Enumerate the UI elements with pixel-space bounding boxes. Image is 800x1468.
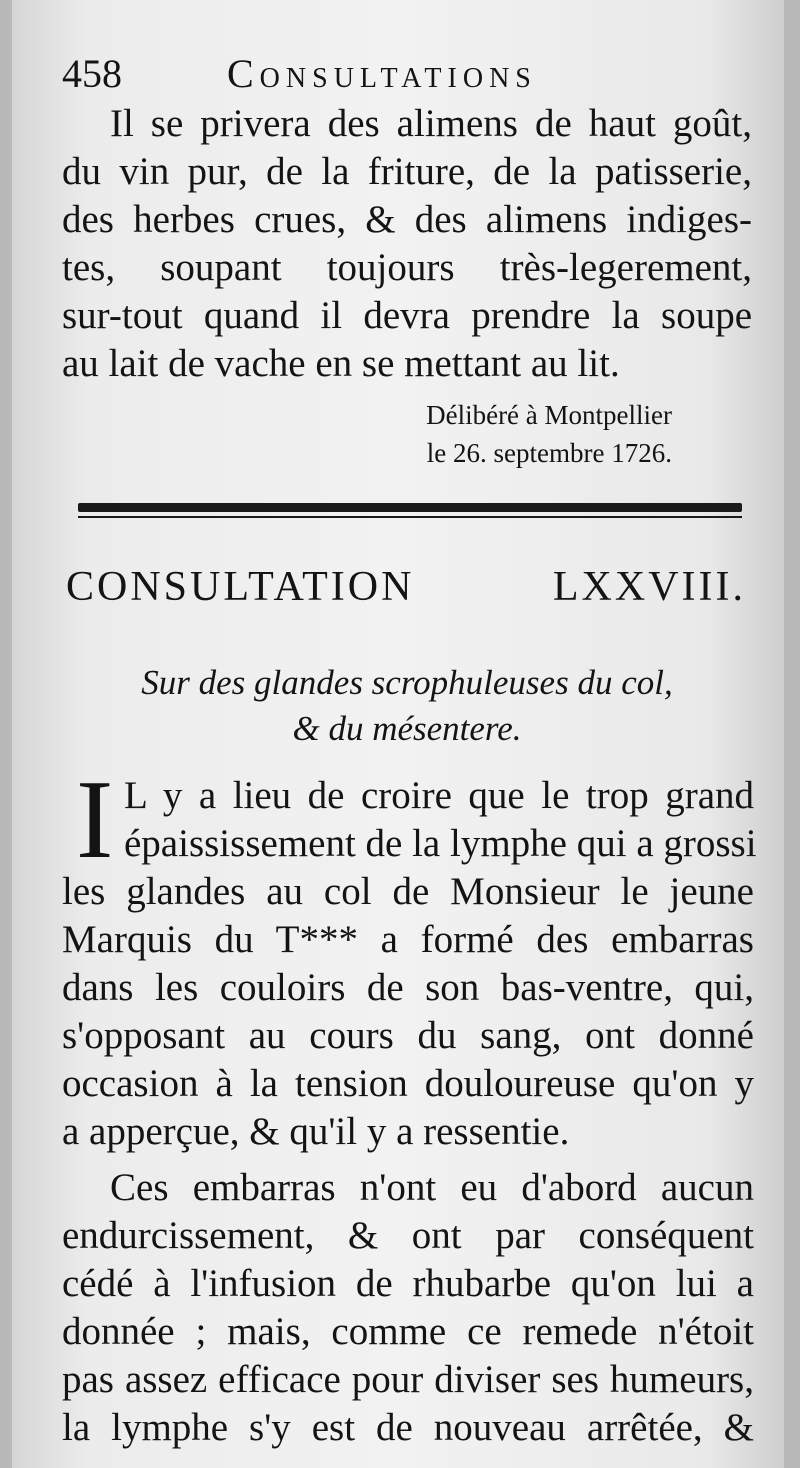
text-line: épaississement de la lymphe qui a grossi bbox=[124, 822, 757, 865]
page-number: 458 bbox=[62, 51, 122, 96]
consultation-title: CONSULTATION LXXVIII. bbox=[66, 564, 746, 610]
text-line: cédé à l'infusion de rhubarbe qu'on lui a bbox=[62, 1262, 754, 1305]
book-page bbox=[12, 0, 784, 1468]
drop-cap: I bbox=[76, 758, 114, 882]
consultation-body bbox=[62, 758, 757, 1452]
deliberation-date bbox=[382, 396, 672, 472]
text-line: la lymphe s'y est de nouveau arrêtée, & bbox=[62, 1406, 754, 1449]
text-line: sur-tout quand il devra prendre la soupe bbox=[62, 294, 752, 337]
subtitle-line: & du mésentere. bbox=[292, 709, 522, 748]
text-line: dans les couloirs de son bas-ventre, qui, bbox=[62, 966, 754, 1009]
text-line: Ces embarras n'ont eu d'abord aucun bbox=[110, 1166, 754, 1209]
previous-consultation-ending bbox=[62, 100, 752, 388]
consultation-subtitle bbox=[62, 660, 752, 752]
page-header bbox=[62, 44, 762, 100]
text-line: s'opposant au cours du sang, ont donné bbox=[62, 1014, 754, 1057]
text-line: donnée ; mais, comme ce remede n'étoit bbox=[62, 1310, 754, 1353]
text-line: occasion à la tension douloureuse qu'on y bbox=[62, 1062, 754, 1105]
text-line: Il se privera des alimens de haut goût, bbox=[110, 102, 752, 145]
subtitle-line: Sur des glandes scrophuleuses du col, bbox=[141, 663, 673, 702]
text-line: pas assez efficace pour diviser ses humeurs, bbox=[62, 1358, 754, 1401]
running-head: Consultations bbox=[227, 51, 537, 96]
deliberation-day: le 26. septembre 1726. bbox=[426, 438, 672, 468]
text-line: L y a lieu de croire que le trop grand bbox=[124, 774, 754, 817]
text-line: endurcissement, & ont par conséquent bbox=[62, 1214, 754, 1257]
text-line: du vin pur, de la friture, de la patisserie, bbox=[62, 150, 752, 193]
text-line: Marquis du T*** a formé des embarras bbox=[62, 918, 754, 961]
text-line: les glandes au col de Monsieur le jeune bbox=[62, 870, 754, 913]
section-divider-rule bbox=[78, 503, 742, 518]
text-line: tes, soupant toujours très-legerement, bbox=[62, 246, 752, 289]
text-line: a apperçue, & qu'il y a ressentie. bbox=[62, 1110, 570, 1153]
text-line: des herbes crues, & des alimens indiges- bbox=[62, 198, 752, 241]
deliberation-place: Délibéré à Montpellier bbox=[426, 400, 672, 430]
text-line: au lait de vache en se mettant au lit. bbox=[62, 342, 620, 385]
